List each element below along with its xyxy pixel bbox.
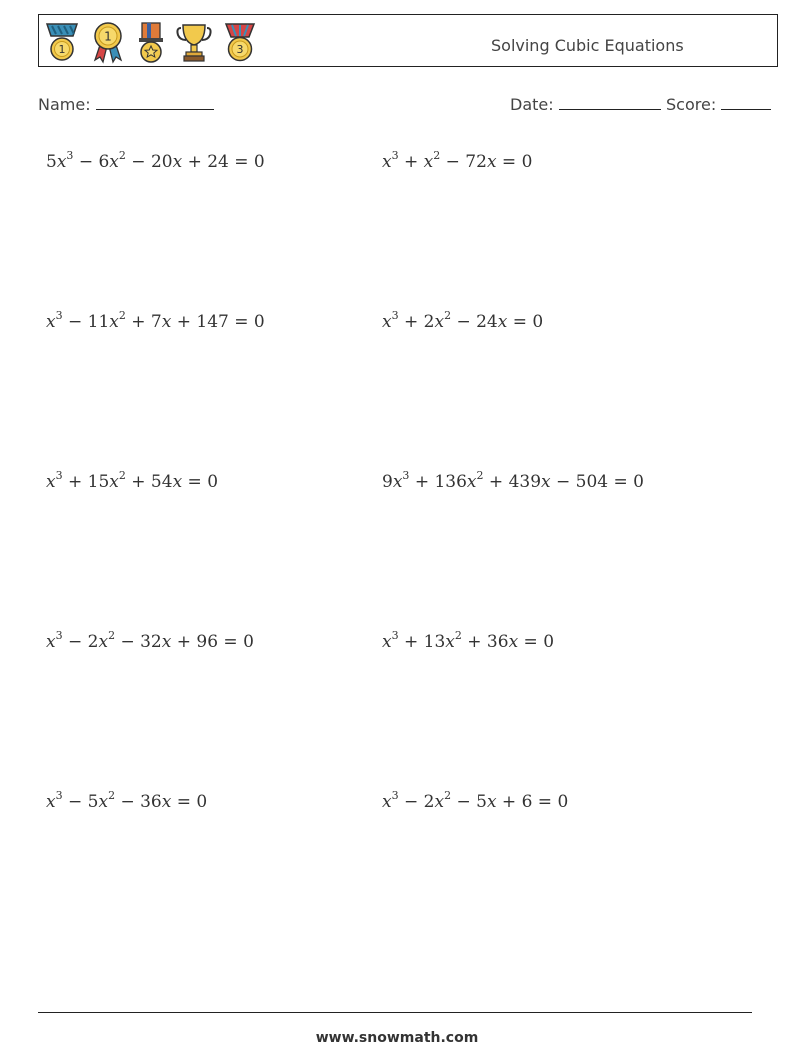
medal-3-icon — [221, 20, 259, 64]
medal-1-digit: 1 — [58, 43, 66, 56]
term-text: − 5 — [451, 792, 487, 812]
variable-x: x — [46, 632, 56, 652]
variable-x: x — [445, 632, 455, 652]
term-text: + 15 — [62, 472, 110, 492]
term-text: + 36 — [461, 632, 509, 652]
exponent: 3 — [55, 309, 63, 322]
term-text: = 0 — [182, 472, 219, 492]
term-text: − 5 — [62, 792, 99, 812]
problem-10 — [382, 789, 569, 812]
variable-x: x — [98, 792, 109, 812]
variable-x: x — [98, 632, 109, 652]
problem-9 — [46, 789, 208, 812]
variable-x: x — [161, 632, 172, 652]
exponent: 3 — [55, 789, 63, 802]
term-text: = 0 — [496, 152, 533, 172]
name-field — [38, 93, 214, 114]
variable-x: x — [382, 632, 392, 652]
term-text: + 147 = 0 — [171, 312, 265, 332]
problem-1 — [46, 149, 265, 172]
name-label: Name: — [38, 95, 91, 114]
exponent: 3 — [402, 469, 410, 482]
term-text: + 24 = 0 — [182, 152, 265, 172]
variable-x: x — [486, 152, 497, 172]
term-text: + 439 — [483, 472, 542, 492]
term-text: + 136 — [409, 472, 467, 492]
exponent: 2 — [108, 789, 116, 802]
term-text: = 0 — [507, 312, 544, 332]
exponent: 2 — [444, 309, 452, 322]
exponent: 3 — [55, 629, 63, 642]
problem-3 — [46, 309, 265, 332]
exponent: 2 — [118, 469, 126, 482]
exponent: 2 — [444, 789, 452, 802]
term-text: − 2 — [62, 632, 99, 652]
ribbon-medal-1-digit: 1 — [104, 29, 112, 44]
exponent: 2 — [118, 149, 126, 162]
term-text: 9 — [382, 472, 393, 492]
medal-1-icon — [43, 20, 81, 64]
term-text: − 20 — [125, 152, 173, 172]
score-blank[interactable] — [721, 93, 771, 110]
variable-x: x — [172, 472, 183, 492]
term-text: + 7 — [125, 312, 162, 332]
date-label: Date: — [510, 95, 554, 114]
footer-url: www.snowmath.com — [315, 1030, 479, 1046]
variable-x: x — [497, 312, 508, 332]
exponent: 3 — [391, 149, 399, 162]
term-text: 5 — [46, 152, 57, 172]
problem-7 — [46, 629, 254, 652]
problem-4 — [382, 309, 544, 332]
footer-divider — [38, 1012, 752, 1013]
variable-x: x — [434, 792, 445, 812]
variable-x: x — [541, 472, 551, 492]
term-text: + 96 = 0 — [171, 632, 254, 652]
term-text: + 2 — [398, 312, 435, 332]
variable-x: x — [46, 472, 56, 492]
exponent: 2 — [108, 629, 116, 642]
icon-strip — [43, 20, 259, 64]
variable-x: x — [172, 152, 183, 172]
variable-x: x — [382, 152, 392, 172]
exponent: 2 — [454, 629, 462, 642]
term-text: + — [398, 152, 424, 172]
medal-3-digit: 3 — [236, 43, 244, 56]
term-text: − 504 = 0 — [550, 472, 644, 492]
name-blank[interactable] — [96, 93, 214, 110]
term-text: − 6 — [73, 152, 110, 172]
problem-6 — [382, 469, 644, 492]
term-text: = 0 — [518, 632, 555, 652]
exponent: 3 — [391, 309, 399, 322]
term-text: − 2 — [398, 792, 435, 812]
term-text: + 13 — [398, 632, 446, 652]
variable-x: x — [109, 472, 119, 492]
variable-x: x — [46, 792, 56, 812]
term-text: − 36 — [115, 792, 162, 812]
variable-x: x — [486, 792, 497, 812]
term-text: + 6 = 0 — [496, 792, 569, 812]
variable-x: x — [161, 792, 172, 812]
worksheet-title: Solving Cubic Equations — [491, 36, 684, 55]
exponent: 3 — [391, 789, 399, 802]
term-text: − 72 — [440, 152, 487, 172]
variable-x: x — [434, 312, 445, 332]
score-field — [666, 93, 771, 114]
variable-x: x — [508, 632, 519, 652]
variable-x: x — [56, 152, 67, 172]
term-text: − 32 — [115, 632, 162, 652]
variable-x: x — [46, 312, 56, 332]
header-box — [38, 14, 778, 67]
variable-x: x — [161, 312, 172, 332]
exponent: 2 — [118, 309, 126, 322]
variable-x: x — [109, 312, 119, 332]
exponent: 2 — [433, 149, 441, 162]
variable-x: x — [109, 152, 119, 172]
ribbon-medal-1-icon — [89, 20, 127, 64]
term-text: + 54 — [125, 472, 173, 492]
exponent: 3 — [66, 149, 74, 162]
problem-8 — [382, 629, 555, 652]
star-medal-icon — [135, 20, 167, 64]
trophy-icon — [175, 20, 213, 64]
problem-2 — [382, 149, 533, 172]
problem-5 — [46, 469, 219, 492]
term-text: − 24 — [451, 312, 498, 332]
variable-x: x — [466, 472, 477, 492]
variable-x: x — [423, 152, 434, 172]
variable-x: x — [382, 312, 392, 332]
score-label: Score: — [666, 95, 717, 114]
exponent: 3 — [391, 629, 399, 642]
variable-x: x — [382, 792, 392, 812]
date-field — [510, 93, 661, 114]
exponent: 3 — [55, 469, 63, 482]
date-blank[interactable] — [559, 93, 661, 110]
term-text: = 0 — [171, 792, 208, 812]
term-text: − 11 — [62, 312, 110, 332]
exponent: 2 — [476, 469, 484, 482]
variable-x: x — [392, 472, 403, 492]
